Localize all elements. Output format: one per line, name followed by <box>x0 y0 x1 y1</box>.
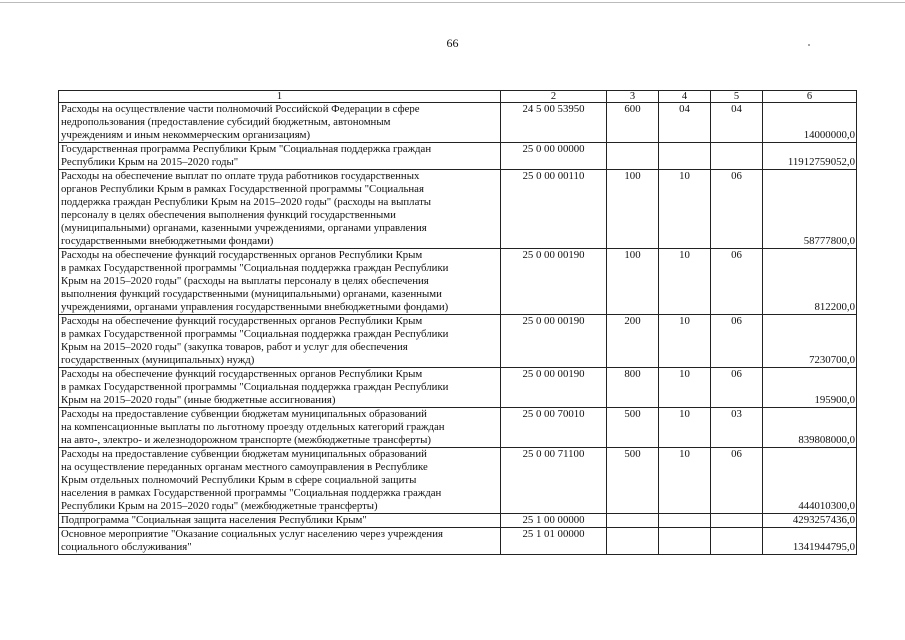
header-cell-1: 1 <box>59 91 501 103</box>
row-description: Подпрограмма "Социальная защита населения Республики Крым" <box>59 514 501 528</box>
page-number: 66 <box>446 36 459 50</box>
table-row <box>59 528 857 555</box>
row-expense-type: 600 <box>607 103 659 143</box>
row-expense-type: 500 <box>607 448 659 514</box>
row-section: 10 <box>659 315 711 368</box>
row-amount: 7230700,0 <box>763 315 857 368</box>
row-subsection: 06 <box>711 170 763 249</box>
table-row <box>59 315 857 368</box>
row-description: Расходы на обеспечение функций государственных органов Республики Крым в рамках Государственной программы "Социальная поддержка граждан Республики Крым на 2015–2020 годы" (закупка товаров, работ и услуг для обеспечения государственных (муниципальных) нужд) <box>59 315 501 368</box>
row-subsection <box>711 143 763 170</box>
row-code: 25 0 00 00190 <box>501 368 607 408</box>
row-code: 25 0 00 70010 <box>501 408 607 448</box>
table-row <box>59 249 857 315</box>
row-subsection: 06 <box>711 315 763 368</box>
row-description: Расходы на осуществление части полномочий Российской Федерации в сфере недропользования (предоставление субсидий бюджетным, автономным учреждениям и иным некоммерческим организациям) <box>59 103 501 143</box>
row-code: 25 0 00 00000 <box>501 143 607 170</box>
row-description: Расходы на обеспечение функций государственных органов Республики Крым в рамках Государственной программы "Социальная поддержка граждан Республики Крым на 2015–2020 годы" (иные бюджетные ассигнования) <box>59 368 501 408</box>
row-amount: 58777800,0 <box>763 170 857 249</box>
header-cell-2: 2 <box>501 91 607 103</box>
top-border-line <box>0 2 905 3</box>
row-subsection: 03 <box>711 408 763 448</box>
table-row <box>59 143 857 170</box>
row-amount: 839808000,0 <box>763 408 857 448</box>
row-amount: 11912759052,0 <box>763 143 857 170</box>
header-cell-4: 4 <box>659 91 711 103</box>
row-expense-type <box>607 514 659 528</box>
row-code: 25 0 00 71100 <box>501 448 607 514</box>
row-subsection <box>711 514 763 528</box>
row-amount: 4293257436,0 <box>763 514 857 528</box>
row-section <box>659 514 711 528</box>
row-amount: 1341944795,0 <box>763 528 857 555</box>
row-section: 10 <box>659 249 711 315</box>
row-code: 25 0 00 00190 <box>501 315 607 368</box>
scan-speck <box>808 44 810 46</box>
row-section <box>659 143 711 170</box>
table-row <box>59 514 857 528</box>
row-code: 25 0 00 00110 <box>501 170 607 249</box>
row-expense-type <box>607 143 659 170</box>
budget-table <box>58 90 857 555</box>
row-expense-type <box>607 528 659 555</box>
row-description: Государственная программа Республики Крым "Социальная поддержка граждан Республики Крым на 2015–2020 годы" <box>59 143 501 170</box>
table-header-row <box>59 91 857 103</box>
table-row <box>59 448 857 514</box>
row-section: 10 <box>659 170 711 249</box>
table-row <box>59 368 857 408</box>
row-amount: 195900,0 <box>763 368 857 408</box>
row-expense-type: 100 <box>607 249 659 315</box>
row-subsection: 04 <box>711 103 763 143</box>
row-code: 25 1 00 00000 <box>501 514 607 528</box>
row-code: 25 1 01 00000 <box>501 528 607 555</box>
row-subsection <box>711 528 763 555</box>
row-section: 10 <box>659 368 711 408</box>
row-description: Расходы на предоставление субвенции бюджетам муниципальных образований на осуществление переданных органам местного самоуправления в Республике Крым отдельных полномочий Республики Крым в сфере социальной защиты населения в рамках Государственной программы "Социальная поддержка граждан Республики Крым на 2015–2020 годы" (межбюджетные трансферты) <box>59 448 501 514</box>
row-expense-type: 500 <box>607 408 659 448</box>
row-section: 04 <box>659 103 711 143</box>
row-code: 25 0 00 00190 <box>501 249 607 315</box>
row-subsection: 06 <box>711 448 763 514</box>
row-code: 24 5 00 53950 <box>501 103 607 143</box>
row-description: Расходы на предоставление субвенции бюджетам муниципальных образований на компенсационные выплаты по льготному проезду отдельных категорий граждан на авто-, электро- и железнодорожном транспорте (межбюджетные трансферты) <box>59 408 501 448</box>
row-section <box>659 528 711 555</box>
table-row <box>59 170 857 249</box>
row-expense-type: 100 <box>607 170 659 249</box>
row-amount: 444010300,0 <box>763 448 857 514</box>
table-row <box>59 103 857 143</box>
row-section: 10 <box>659 408 711 448</box>
row-section: 10 <box>659 448 711 514</box>
row-subsection: 06 <box>711 368 763 408</box>
row-expense-type: 200 <box>607 315 659 368</box>
table-row <box>59 408 857 448</box>
row-amount: 14000000,0 <box>763 103 857 143</box>
header-cell-5: 5 <box>711 91 763 103</box>
row-description: Основное мероприятие "Оказание социальных услуг населению через учреждения социального обслуживания" <box>59 528 501 555</box>
row-subsection: 06 <box>711 249 763 315</box>
header-cell-3: 3 <box>607 91 659 103</box>
row-description: Расходы на обеспечение функций государственных органов Республики Крым в рамках Государственной программы "Социальная поддержка граждан Республики Крым на 2015–2020 годы" (расходы на выплаты персоналу в целях обеспечения выполнения функций государственными (муниципальными) органами, казенными учреждениями, органами управления государственными внебюджетными фондами) <box>59 249 501 315</box>
row-expense-type: 800 <box>607 368 659 408</box>
header-cell-6: 6 <box>763 91 857 103</box>
row-description: Расходы на обеспечение выплат по оплате труда работников государственных органов Республики Крым в рамках Государственной программы "Социальная поддержка граждан Республики Крым на 2015–2020 годы" (расходы на выплаты персоналу в целях обеспечения выполнения функций государственными (муниципальными) органами, казенными учреждениями, органами управления государственными внебюджетными фондами) <box>59 170 501 249</box>
row-amount: 812200,0 <box>763 249 857 315</box>
